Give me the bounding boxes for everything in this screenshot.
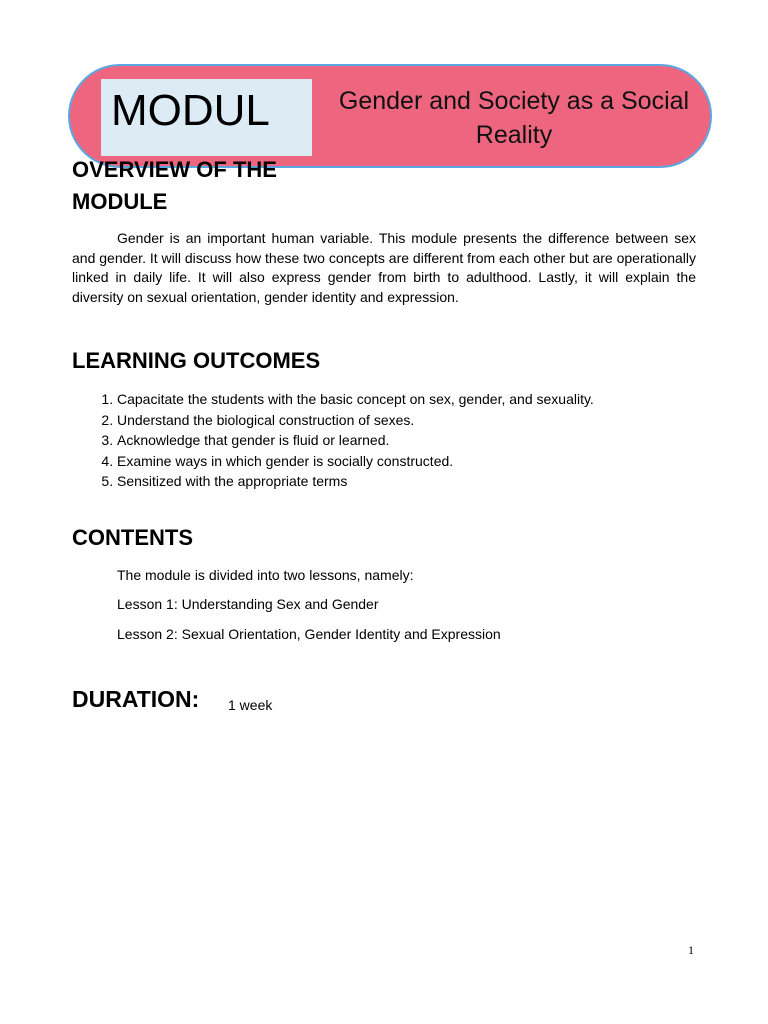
contents-heading: CONTENTS [72,525,193,550]
list-item: 5. Sensitized with the appropriate terms [117,471,741,492]
lesson-item: Lesson 1: Understanding Sex and Gender [117,596,379,612]
overview-paragraph: Gender is an important human variable. This module presents the difference between sex and gender. It will discuss how these two concepts are different from each other but are operationally linked in daily life. It will also express gender from birth to adulthood. Lastly, it will explain the diversity on sexual orientation, gender identity and expression. [72,230,696,305]
module-label-box [101,79,312,156]
duration-value: 1 week [228,697,273,713]
list-item: 2. Understand the biological construction of sexes. [117,410,741,431]
learning-outcomes-heading: LEARNING OUTCOMES [72,348,321,373]
duration-heading: DURATION: [72,686,200,712]
learning-outcomes-list [72,389,741,492]
page-number: 1 [688,943,694,957]
list-item: 1. Capacitate the students with the basic concept on sex, gender, and sexuality. [117,389,741,410]
list-item: 4. Examine ways in which gender is socially constructed. [117,451,741,472]
overview-heading: OVERVIEW OF THE MODULE [72,157,277,214]
module-title: Gender and Society as a Social Reality [338,87,690,149]
contents-intro: The module is divided into two lessons, namely: [117,567,414,583]
list-item: 3. Acknowledge that gender is fluid or learned. [117,430,741,451]
lesson-item: Lesson 2: Sexual Orientation, Gender Identity and Expression [117,626,501,642]
module-label: MODUL [111,86,270,135]
